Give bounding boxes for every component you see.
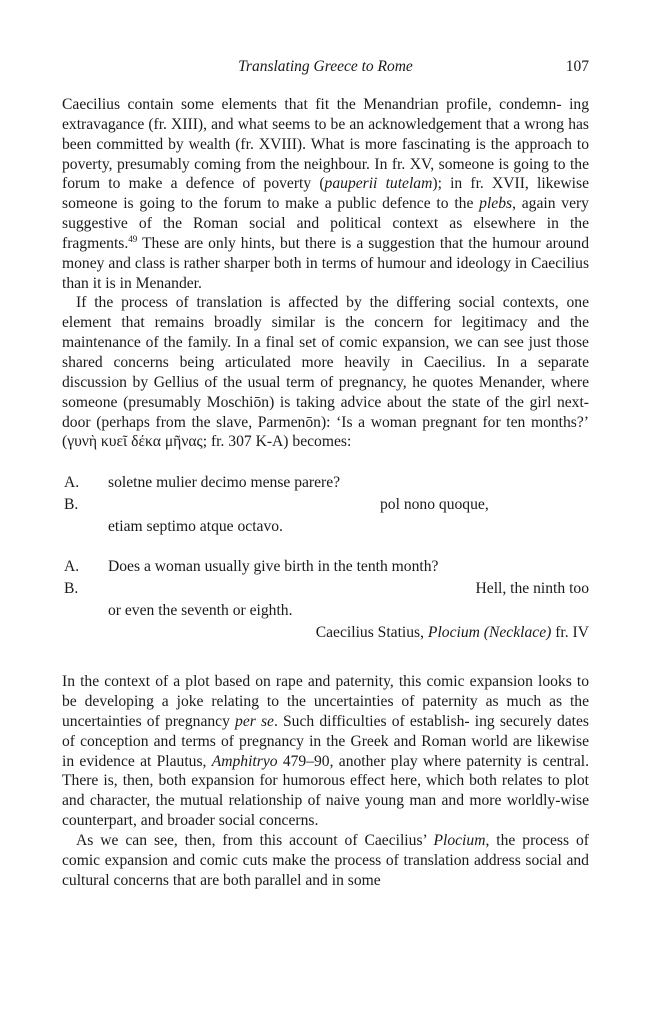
paragraph-2 — [62, 293, 589, 452]
text-line: relationship of naive young man and more worldly-wise counterpart, and — [62, 792, 590, 830]
text-line: the maintenance of the family. In a final set of comic expansion, we can see — [62, 314, 589, 352]
running-title: Translating Greece to Rome — [238, 58, 413, 75]
text-line: 479–90, — [277, 752, 334, 770]
text-line: one element that remains broadly similar is the concern for legitimacy and — [62, 294, 590, 332]
speaker-label: B. — [64, 496, 79, 514]
text-line: another play where paternity is central. There is, then, both expansion for — [62, 752, 589, 790]
text-line: looks to be developing a joke relating to the uncertainties of paternity as — [62, 673, 589, 711]
italic-term: tutelam — [385, 175, 433, 193]
speaker-label: A. — [64, 474, 80, 492]
page-number: 107 — [565, 58, 589, 75]
text-line: humorous effect here, which both relates to plot and character, the mutual — [62, 772, 589, 810]
text-line: context as elsewhere in the fragments. — [62, 215, 589, 252]
paragraph-3 — [62, 672, 589, 831]
text-line: Caecilius contain some elements that fit the Menandrian profile, condemn- — [62, 96, 562, 113]
italic-title: Plocium (Necklace) — [427, 624, 552, 642]
text-line: If the process of translation is affected by the differing social contexts, — [76, 294, 559, 312]
page-body — [62, 95, 589, 890]
footnote-marker[interactable]: 49 — [128, 233, 138, 244]
text-line: In the context of a plot based on rape and paternity, this comic expansion — [62, 673, 533, 691]
speaker-label: A. — [64, 558, 80, 576]
text-line: woman pregnant for ten months?’ (γυνὴ κυεῖ δέκα μῆνας; fr. 307 K-A) — [62, 413, 589, 451]
italic-term: pauperii — [324, 175, 378, 193]
speech-line: Hell, the ninth too — [475, 580, 589, 598]
text-line: address social and cultural concerns that are both parallel and in some — [62, 851, 589, 889]
text-line: broader social concerns. — [167, 812, 319, 830]
text-line: suggestion that the humour around money and class is rather sharper both — [62, 234, 590, 272]
paragraph-4 — [62, 831, 589, 891]
text-line: is the approach to poverty, presumably coming from the neighbour. In fr. — [62, 135, 590, 173]
text-line: the state of the girl next-door (perhaps from the slave, Parmenōn): ‘Is a — [62, 393, 589, 431]
text-line: of comic expansion and comic cuts make the process of translation — [62, 831, 589, 869]
text-line: XV, someone is going to the forum to make a defence of poverty ( — [62, 155, 589, 193]
text-line: , the process — [485, 831, 570, 849]
text-line: much as the uncertainties of pregnancy — [62, 693, 590, 730]
text-line: These are only hints, but there is a — [137, 234, 364, 252]
text-line: and Roman world are likewise in evidence at Plautus, — [62, 732, 589, 770]
speech-line: Does a woman usually give birth in the tenth month? — [108, 558, 439, 576]
speech-line: or even the seventh or eighth. — [108, 602, 293, 620]
paragraph-1 — [62, 95, 589, 293]
text-line: in terms of humour and ideology in Caecilius than it is in Menander. — [62, 254, 590, 292]
speaker-label: B. — [64, 580, 79, 598]
text-line: , again very suggestive of the Roman social and political — [62, 195, 589, 233]
english-translation — [62, 556, 589, 644]
text-line: ing extravagance (fr. XIII), and what seems to be an acknowledgement that — [62, 96, 589, 133]
text-line: ing securely dates of conception and terms of pregnancy in the Greek — [62, 712, 589, 750]
text-line: just those shared concerns being articulated more heavily in Caecilius. In a — [62, 334, 589, 371]
italic-title: Amphitryo — [211, 752, 278, 770]
text-line: ); in fr. XVII, likewise someone is going to the forum to make a public — [62, 175, 589, 213]
text-line: a wrong has been committed by wealth (fr. XVIII). What is more fascinating — [62, 115, 589, 153]
quote-citation: Caecilius Statius, Plocium (Necklace) fr. IV — [315, 624, 589, 642]
latin-quote — [62, 472, 589, 538]
text-line: As we can see, then, from this account of Caecilius’ — [76, 831, 434, 849]
text-line: becomes: — [292, 433, 352, 451]
running-header — [62, 55, 589, 79]
speech-line: pol nono quoque, — [380, 496, 489, 514]
italic-term: per se — [235, 712, 274, 730]
speech-line: etiam septimo atque octavo. — [108, 518, 283, 536]
italic-title: Plocium — [433, 831, 486, 849]
quoted-dialogue — [62, 472, 589, 644]
text-line: Menander, where someone (presumably Moschiōn) is taking advice about — [62, 373, 589, 411]
italic-term: plebs — [479, 195, 513, 213]
text-line: . Such difficulties of establish- — [273, 712, 470, 730]
text-line: separate discussion by Gellius of the usual term of pregnancy, he quotes — [62, 353, 589, 391]
speech-line: soletne mulier decimo mense parere? — [108, 474, 341, 492]
text-line: defence to the — [382, 195, 480, 213]
